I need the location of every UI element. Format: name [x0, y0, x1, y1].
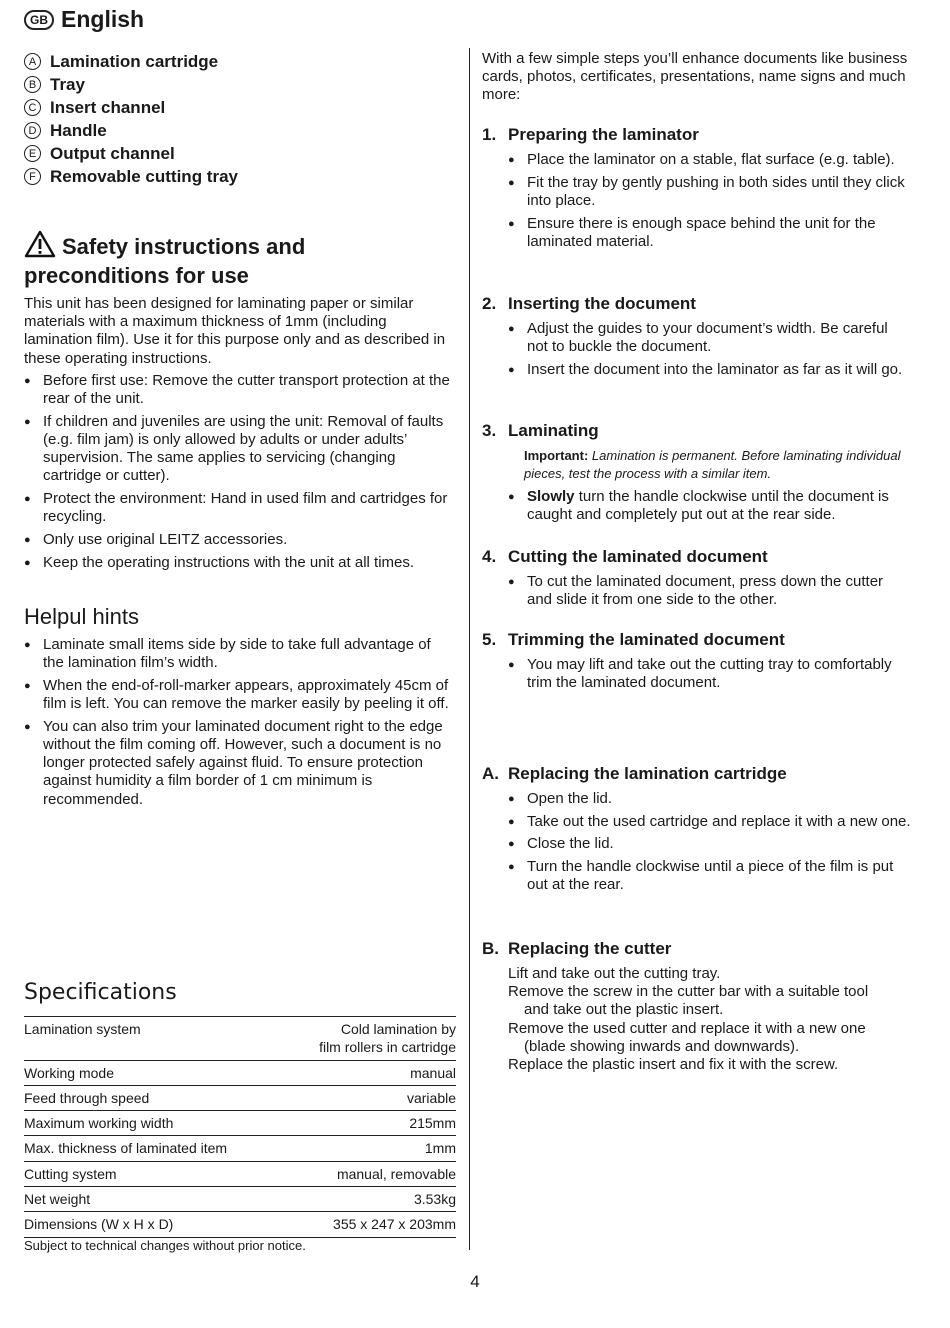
spec-label: Maximum working width	[24, 1111, 282, 1136]
safety-title-line1: Safety instructions and	[62, 234, 306, 259]
safety-bullet: ● Before first use: Remove the cutter transport protection at the rear of the unit.	[24, 372, 454, 408]
safety-intro: This unit has been designed for laminating paper or similar materials with a maximum thickness of 1mm (including lamination film). Use it for this purpose only and as described in these operating instructions.	[24, 295, 446, 367]
hints-title: Helpul hints	[24, 604, 139, 629]
bullet-text: turn the handle clockwise until the document is caught and completely put out at the rear side.	[527, 488, 889, 524]
part-item	[24, 119, 238, 142]
table-row	[24, 1187, 456, 1212]
section-a	[482, 764, 912, 899]
important-text: Lamination is permanent. Before laminating individual pieces, test the process with a similar item.	[524, 448, 901, 481]
specs-title: Specifications	[24, 980, 177, 1005]
bullet-bold: Slowly	[527, 488, 575, 505]
section-title: Laminating	[508, 421, 599, 440]
section-number: B.	[482, 939, 499, 958]
section-number: 3.	[482, 421, 497, 440]
list-item: ● Close the lid.	[508, 835, 912, 853]
section-title: Replacing the cutter	[508, 939, 672, 958]
list-item: ● Ensure there is enough space behind the unit for the laminated material.	[508, 215, 912, 251]
table-row	[24, 1085, 456, 1110]
section-2	[482, 294, 912, 384]
safety-bullet: ● Protect the environment: Hand in used film and cartridges for recycling.	[24, 490, 454, 526]
section-number: 5.	[482, 630, 497, 649]
table-row	[24, 1060, 456, 1085]
spec-value-line1: Cold lamination by	[340, 1021, 456, 1037]
section-5	[482, 630, 912, 697]
step-line-cont: and take out the plastic insert.	[524, 1001, 724, 1019]
list-item: ● Take out the used cartridge and replace it with a new one.	[508, 813, 912, 831]
spec-value: 3.53kg	[282, 1187, 456, 1212]
safety-bullet: ● If children and juveniles are using the unit: Removal of faults (e.g. film jam) is only allowed by adults or under adults’ supervision. The same applies to servicing (changing cartridge or cutter).	[24, 413, 454, 486]
spec-label: Lamination system	[24, 1017, 282, 1061]
spec-value: manual, removable	[282, 1161, 456, 1186]
spec-label: Max. thickness of laminated item	[24, 1136, 282, 1161]
list-item: ● You may lift and take out the cutting tray to comfortably trim the laminated document.	[508, 656, 912, 692]
safety-bullet: ● Keep the operating instructions with the unit at all times.	[24, 554, 454, 572]
safety-bullet: ● Only use original LEITZ accessories.	[24, 531, 454, 549]
spec-value: manual	[282, 1060, 456, 1085]
part-item	[24, 50, 238, 73]
column-divider	[469, 48, 470, 1250]
part-label: Tray	[50, 74, 85, 94]
important-label: Important:	[524, 448, 589, 463]
step-line: Replace the plastic insert and fix it with the screw.	[508, 1056, 839, 1074]
hints-section	[24, 636, 454, 813]
section-b	[482, 939, 912, 1074]
table-row	[24, 1017, 456, 1061]
table-row	[24, 1111, 456, 1136]
part-label: Output channel	[50, 143, 175, 163]
list-item: ● Fit the tray by gently pushing in both sides until they click into place.	[508, 174, 912, 210]
specs-note: Subject to technical changes without prior notice.	[24, 1238, 306, 1253]
spec-value: variable	[282, 1085, 456, 1110]
spec-label: Cutting system	[24, 1161, 282, 1186]
spec-label: Working mode	[24, 1060, 282, 1085]
table-row	[24, 1136, 456, 1161]
language-header	[24, 6, 144, 33]
step-line: Lift and take out the cutting tray.	[508, 965, 721, 982]
right-intro: With a few simple steps you’ll enhance documents like business cards, photos, certificates, presentations, name signs and much more:	[482, 50, 908, 104]
section-number: 2.	[482, 294, 497, 313]
part-label: Lamination cartridge	[50, 51, 219, 71]
list-item: ● Place the laminator on a stable, flat surface (e.g. table).	[508, 151, 912, 169]
section-number: 1.	[482, 125, 497, 144]
section-number: 4.	[482, 547, 497, 566]
spec-value	[282, 1017, 456, 1061]
section-number: A.	[482, 764, 499, 783]
part-item	[24, 165, 238, 188]
part-letter: E	[24, 145, 41, 162]
safety-section	[24, 295, 454, 576]
hint-bullet: ● You can also trim your laminated document right to the edge without the film coming off. However, such a document is no longer protected safely against fluid. To ensure protection against humidity a film border of 1 cm minimum is recommended.	[24, 718, 454, 809]
part-label: Handle	[50, 120, 107, 140]
part-letter: A	[24, 53, 41, 70]
part-letter: D	[24, 122, 41, 139]
part-letter: F	[24, 168, 41, 185]
spec-value: 355 x 247 x 203mm	[282, 1212, 456, 1237]
language-badge: GB	[24, 10, 54, 30]
list-item: ● Open the lid.	[508, 790, 912, 808]
spec-value: 1mm	[282, 1136, 456, 1161]
spec-label: Dimensions (W x H x D)	[24, 1212, 282, 1237]
spec-value: 215mm	[282, 1111, 456, 1136]
safety-title-line2: preconditions for use	[24, 263, 249, 288]
step-line-cont: (blade showing inwards and downwards).	[524, 1037, 800, 1055]
language-title: English	[61, 6, 145, 32]
table-row	[24, 1212, 456, 1237]
section-title: Replacing the lamination cartridge	[508, 764, 787, 783]
section-1	[482, 125, 912, 256]
section-title: Cutting the laminated document	[508, 547, 768, 566]
part-item	[24, 73, 238, 96]
section-4	[482, 547, 912, 614]
spec-value-line2: film rollers in cartridge	[319, 1039, 456, 1056]
part-label: Insert channel	[50, 97, 166, 117]
part-item	[24, 96, 238, 119]
safety-heading	[24, 230, 444, 288]
part-label: Removable cutting tray	[50, 166, 238, 186]
important-note	[524, 447, 912, 483]
step-line: Remove the used cutter and replace it with a new one	[508, 1019, 866, 1037]
section-title: Trimming the laminated document	[508, 630, 785, 649]
specs-table	[24, 1016, 456, 1238]
part-letter: C	[24, 99, 41, 116]
list-item: ● Adjust the guides to your document’s width. Be careful not to buckle the document.	[508, 320, 912, 356]
hint-bullet: ● Laminate small items side by side to take full advantage of the lamination film’s width.	[24, 636, 454, 672]
warning-icon	[24, 230, 56, 263]
list-item: ● Insert the document into the laminator as far as it will go.	[508, 361, 912, 379]
section-title: Preparing the laminator	[508, 125, 699, 144]
spec-label: Feed through speed	[24, 1085, 282, 1110]
part-letter: B	[24, 76, 41, 93]
step-line: Remove the screw in the cutter bar with a suitable tool	[508, 983, 869, 1001]
page-number: 4	[470, 1272, 480, 1291]
list-item: ● To cut the laminated document, press down the cutter and slide it from one side to the other.	[508, 573, 912, 609]
list-item	[508, 488, 912, 524]
table-row	[24, 1161, 456, 1186]
hint-bullet: ● When the end-of-roll-marker appears, approximately 45cm of film is left. You can remove the marker easily by peeling it off.	[24, 677, 454, 713]
parts-list	[24, 50, 238, 188]
spec-label: Net weight	[24, 1187, 282, 1212]
section-title: Inserting the document	[508, 294, 696, 313]
list-item: ● Turn the handle clockwise until a piece of the film is put out at the rear.	[508, 858, 912, 894]
part-item	[24, 142, 238, 165]
section-3	[482, 421, 912, 529]
